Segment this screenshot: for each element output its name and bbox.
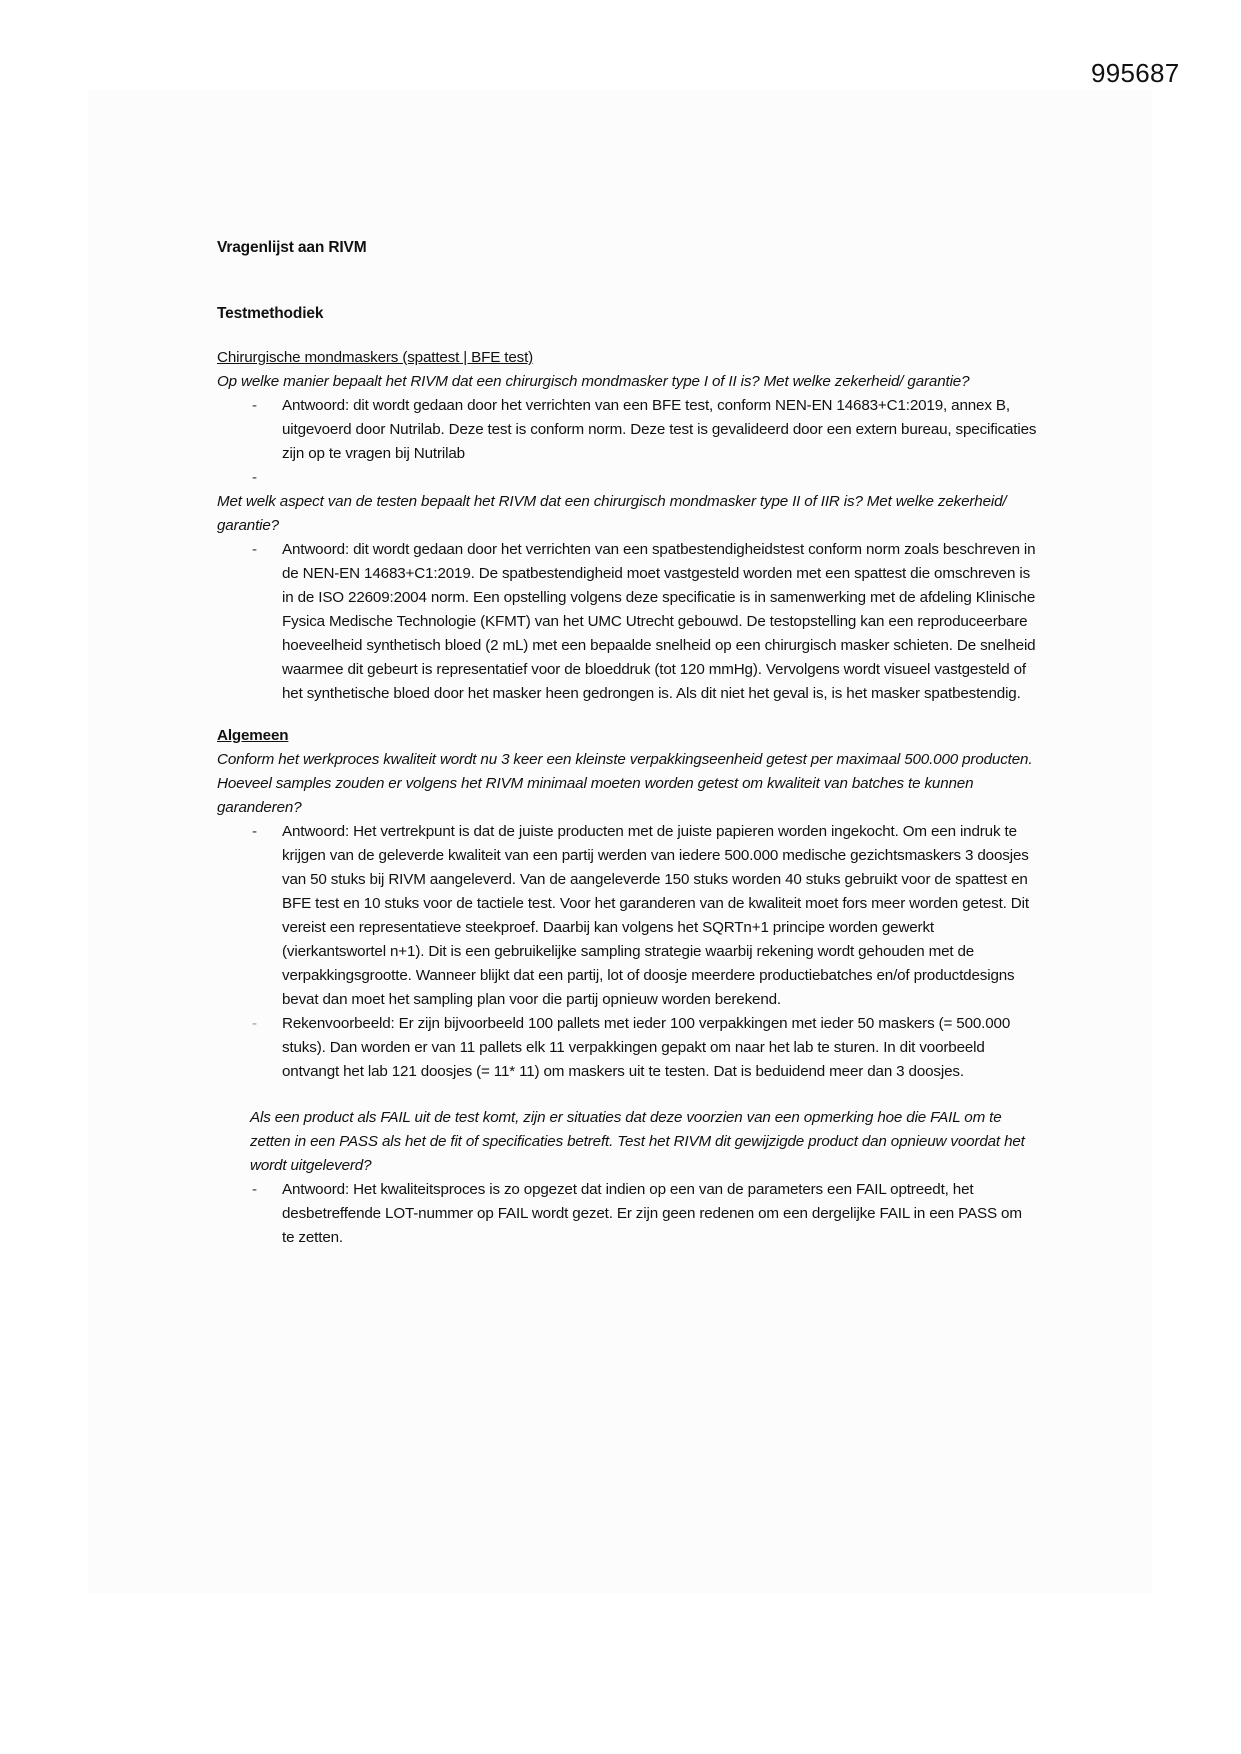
answer-list bbox=[217, 1178, 1037, 1250]
answer-text: Antwoord: Het kwaliteitsproces is zo opgezet dat indien op een van de parameters een FAIL optreedt, het desbetreffende LOT-nummer op FAIL wordt gezet. Er zijn geen redenen om een dergelijke FAIL in een PASS om te zetten. bbox=[282, 1181, 1022, 1246]
bullet-dash-icon: - bbox=[252, 397, 257, 414]
document-body bbox=[217, 236, 1037, 1250]
bullet-dash-icon: - bbox=[252, 469, 257, 486]
answer-text: Antwoord: dit wordt gedaan door het verrichten van een BFE test, conform NEN-EN 14683+C1:2019, annex B, uitgevoerd door Nutrilab. Deze test is conform norm. Deze test is gevalideerd door een extern bureau, specificaties zijn op te vragen bij Nutrilab bbox=[282, 397, 1037, 462]
answer-item bbox=[217, 820, 1037, 1012]
document-id: 995687 bbox=[1091, 58, 1180, 88]
bullet-dash-icon: - bbox=[252, 823, 257, 840]
question-type-i-ii: Op welke manier bepaalt het RIVM dat een chirurgisch mondmasker type I of II is? Met welke zekerheid/ garantie? bbox=[217, 373, 970, 390]
section-heading-testmethodiek: Testmethodiek bbox=[217, 305, 324, 322]
answer-text: Antwoord: dit wordt gedaan door het verrichten van een spatbestendigheidstest conform norm zoals beschreven in de NEN-EN 14683+C1:2019. De spatbestendigheid moet vastgesteld worden met een spattest die omschreven is in de ISO 22609:2004 norm. Een opstelling volgens deze specificatie is in samenwerking met de afdeling Klinische Fysica Medische Technologie (KFMT) van het UMC Utrecht gebouwd. De testopstelling kan een reproduceerbare hoeveelheid synthetisch bloed (2 mL) met een bepaalde snelheid op een chirurgisch masker schieten. De snelheid waarmee dit gebeurt is representatief voor de bloeddruk (tot 120 mmHg). Vervolgens wordt visueel vastgesteld of het synthetische bloed door het masker heen gedrongen is. Als dit niet het geval is, is het masker spatbestendig. bbox=[282, 541, 1036, 702]
bullet-dash-icon: - bbox=[252, 1181, 257, 1198]
bullet-dash-icon: - bbox=[252, 541, 257, 558]
subsection-algemeen: Algemeen bbox=[217, 727, 289, 744]
bullet-dash-icon: - bbox=[252, 1015, 257, 1032]
subsection-chirurgische-mondmaskers: Chirurgische mondmaskers (spattest | BFE test) bbox=[217, 349, 534, 366]
answer-item-empty bbox=[217, 466, 1037, 490]
answer-list bbox=[217, 394, 1037, 490]
answer-list bbox=[217, 538, 1037, 706]
answer-text: Rekenvoorbeeld: Er zijn bijvoorbeeld 100 pallets met ieder 100 verpakkingen met ieder 50 maskers (= 500.000 stuks). Dan worden er van 11 pallets elk 11 verpakkingen gepakt om naar het lab te sturen. In dit voorbeeld ontvangt het lab 121 doosjes (= 11* 11) om maskers uit te testen. Dat is beduidend meer dan 3 doosjes. bbox=[282, 1015, 1011, 1080]
answer-item bbox=[217, 538, 1037, 706]
answer-text: Antwoord: Het vertrekpunt is dat de juiste producten met de juiste papieren worden ingekocht. Om een indruk te krijgen van de geleverde kwaliteit van een partij werden van iedere 500.000 medische gezichtsmaskers 3 doosjes van 50 stuks bij RIVM aangeleverd. Van de aangeleverde 150 stuks worden 40 stuks gebruikt voor de spattest en BFE test en 10 stuks voor de tactiele test. Voor het garanderen van de kwaliteit moet fors meer worden getest. Dit vereist een representatieve steekproef. Daarbij kan volgens het SQRTn+1 principe worden gewerkt (vierkantswortel n+1). Dit is een gebruikelijke sampling strategie waarbij rekening wordt gehouden met de verpakkingsgrootte. Wanneer blijkt dat een partij, lot of doosje meerdere productiebatches en/of productdesigns bevat dan moet het sampling plan voor die partij opnieuw worden berekend. bbox=[282, 823, 1029, 1008]
document-title: Vragenlijst aan RIVM bbox=[217, 239, 367, 256]
question-type-ii-iir: Met welk aspect van de testen bepaalt het RIVM dat een chirurgisch mondmasker type II of IIR is? Met welke zekerheid/ garantie? bbox=[217, 493, 1007, 534]
answer-list bbox=[217, 820, 1037, 1084]
answer-item bbox=[217, 394, 1037, 466]
question-samples: Conform het werkproces kwaliteit wordt nu 3 keer een kleinste verpakkingseenheid getest per maximaal 500.000 producten. Hoeveel samples zouden er volgens het RIVM minimaal moeten worden getest om kwaliteit van batches te kunnen garanderen? bbox=[217, 751, 1033, 816]
question-fail-pass: Als een product als FAIL uit de test komt, zijn er situaties dat deze voorzien van een opmerking hoe die FAIL om te zetten in een PASS als het de fit of specificaties betreft. Test het RIVM dit gewijzigde product dan opnieuw voordat het wordt uitgeleverd? bbox=[250, 1109, 1025, 1174]
answer-item-rekenvoorbeeld bbox=[217, 1012, 1037, 1084]
answer-item bbox=[217, 1178, 1037, 1250]
